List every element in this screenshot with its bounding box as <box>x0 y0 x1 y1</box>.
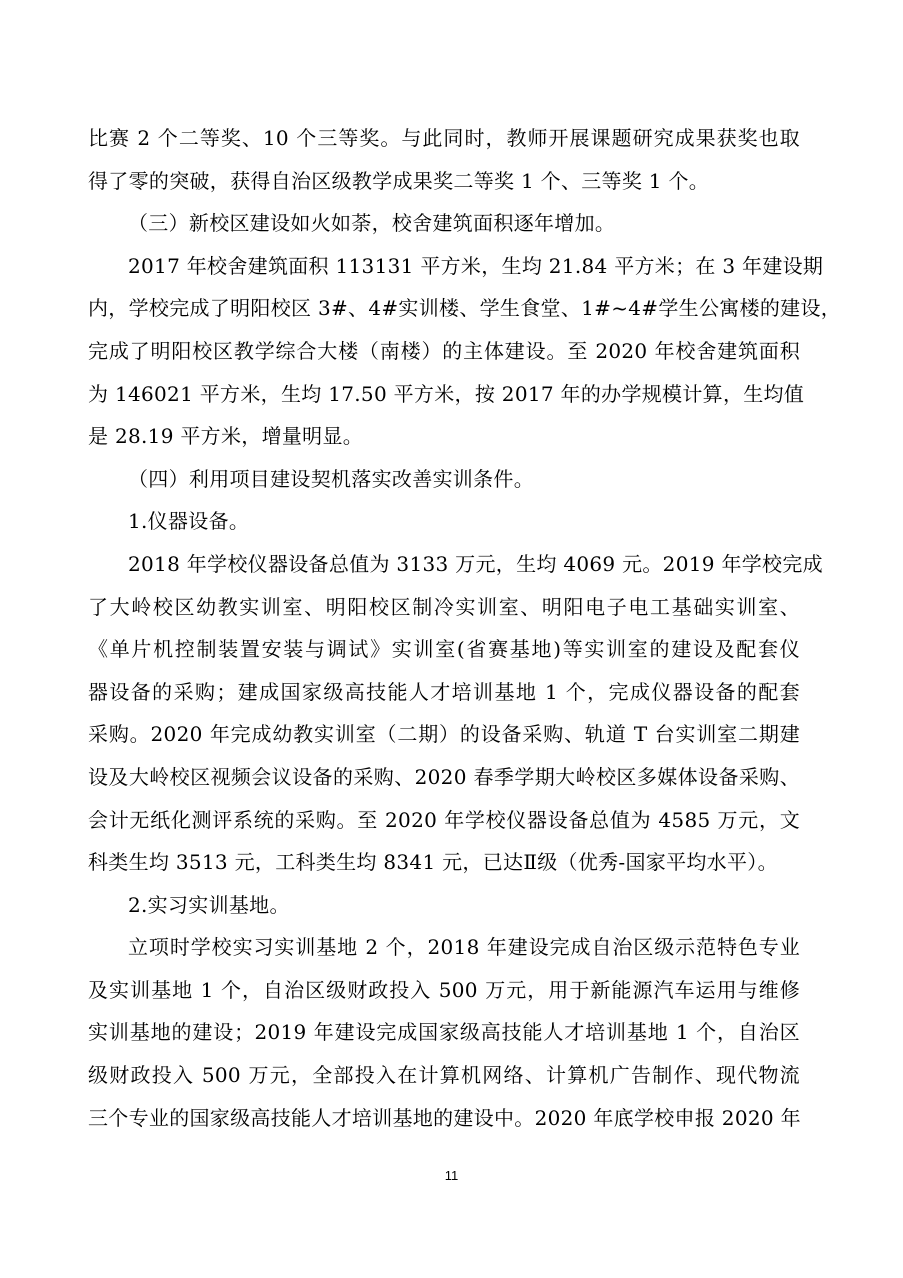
text-line: 了大岭校区幼教实训室、明阳校区制冷实训室、明阳电子电工基础实训室、 <box>88 594 800 619</box>
text-line: 《单片机控制装置安装与调试》实训室(省赛基地)等实训室的建设及配套仪 <box>88 637 800 662</box>
text-line: 三个专业的国家级高技能人才培训基地的建设中。2020 年底学校申报 2020 年 <box>88 1105 801 1130</box>
text-line: 级财政投入 500 万元，全部投入在计算机网络、计算机广告制作、现代物流 <box>88 1063 800 1088</box>
subsection-heading: 1.仪器设备。 <box>128 509 250 534</box>
text-line: 得了零的突破，获得自治区级教学成果奖二等奖 1 个、三等奖 1 个。 <box>88 168 710 193</box>
text-line: 会计无纸化测评系统的采购。至 2020 年学校仪器设备总值为 4585 万元，文 <box>88 807 800 832</box>
section-heading: （三）新校区建设如火如荼，校舍建筑面积逐年增加。 <box>128 211 616 236</box>
text-line: 内，学校完成了明阳校区 3#、4#实训楼、学生食堂、1#~4#学生公寓楼的建设， <box>88 296 842 321</box>
subsection-heading: 2.实习实训基地。 <box>128 892 290 917</box>
text-line: 设及大岭校区视频会议设备的采购、2020 春季学期大岭校区多媒体设备采购、 <box>88 764 800 789</box>
text-line: 2017 年校舍建筑面积 113131 平方米，生均 21.84 平方米；在 3 年建设期 <box>128 253 824 278</box>
text-line: 科类生均 3513 元，工科类生均 8341 元，已达Ⅱ级（优秀-国家平均水平）。 <box>88 850 778 875</box>
text-line: 器设备的采购；建成国家级高技能人才培训基地 1 个，完成仪器设备的配套 <box>88 679 800 704</box>
text-line: 是 28.19 平方米，增量明显。 <box>88 424 364 449</box>
text-line: 为 146021 平方米，生均 17.50 平方米，按 2017 年的办学规模计算，生均值 <box>88 381 805 406</box>
text-line: 比赛 2 个二等奖、10 个三等奖。与此同时，教师开展课题研究成果获奖也取 <box>88 126 800 150</box>
text-line: 完成了明阳校区教学综合大楼（南楼）的主体建设。至 2020 年校舍建筑面积 <box>88 338 800 363</box>
document-body <box>88 117 842 1139</box>
page-number: 11 <box>444 1168 459 1183</box>
text-line: 2018 年学校仪器设备总值为 3133 万元，生均 4069 元。2019 年学校完成 <box>128 551 823 576</box>
text-line: 立项时学校实习实训基地 2 个，2018 年建设完成自治区级示范特色专业 <box>128 935 800 960</box>
text-line: 实训基地的建设；2019 年建设完成国家级高技能人才培训基地 1 个，自治区 <box>88 1020 800 1045</box>
section-heading: （四）利用项目建设契机落实改善实训条件。 <box>128 466 534 491</box>
text-line: 采购。2020 年完成幼教实训室（二期）的设备采购、轨道 T 台实训室二期建 <box>88 722 800 747</box>
text-line: 及实训基地 1 个，自治区级财政投入 500 万元，用于新能源汽车运用与维修 <box>88 977 800 1002</box>
